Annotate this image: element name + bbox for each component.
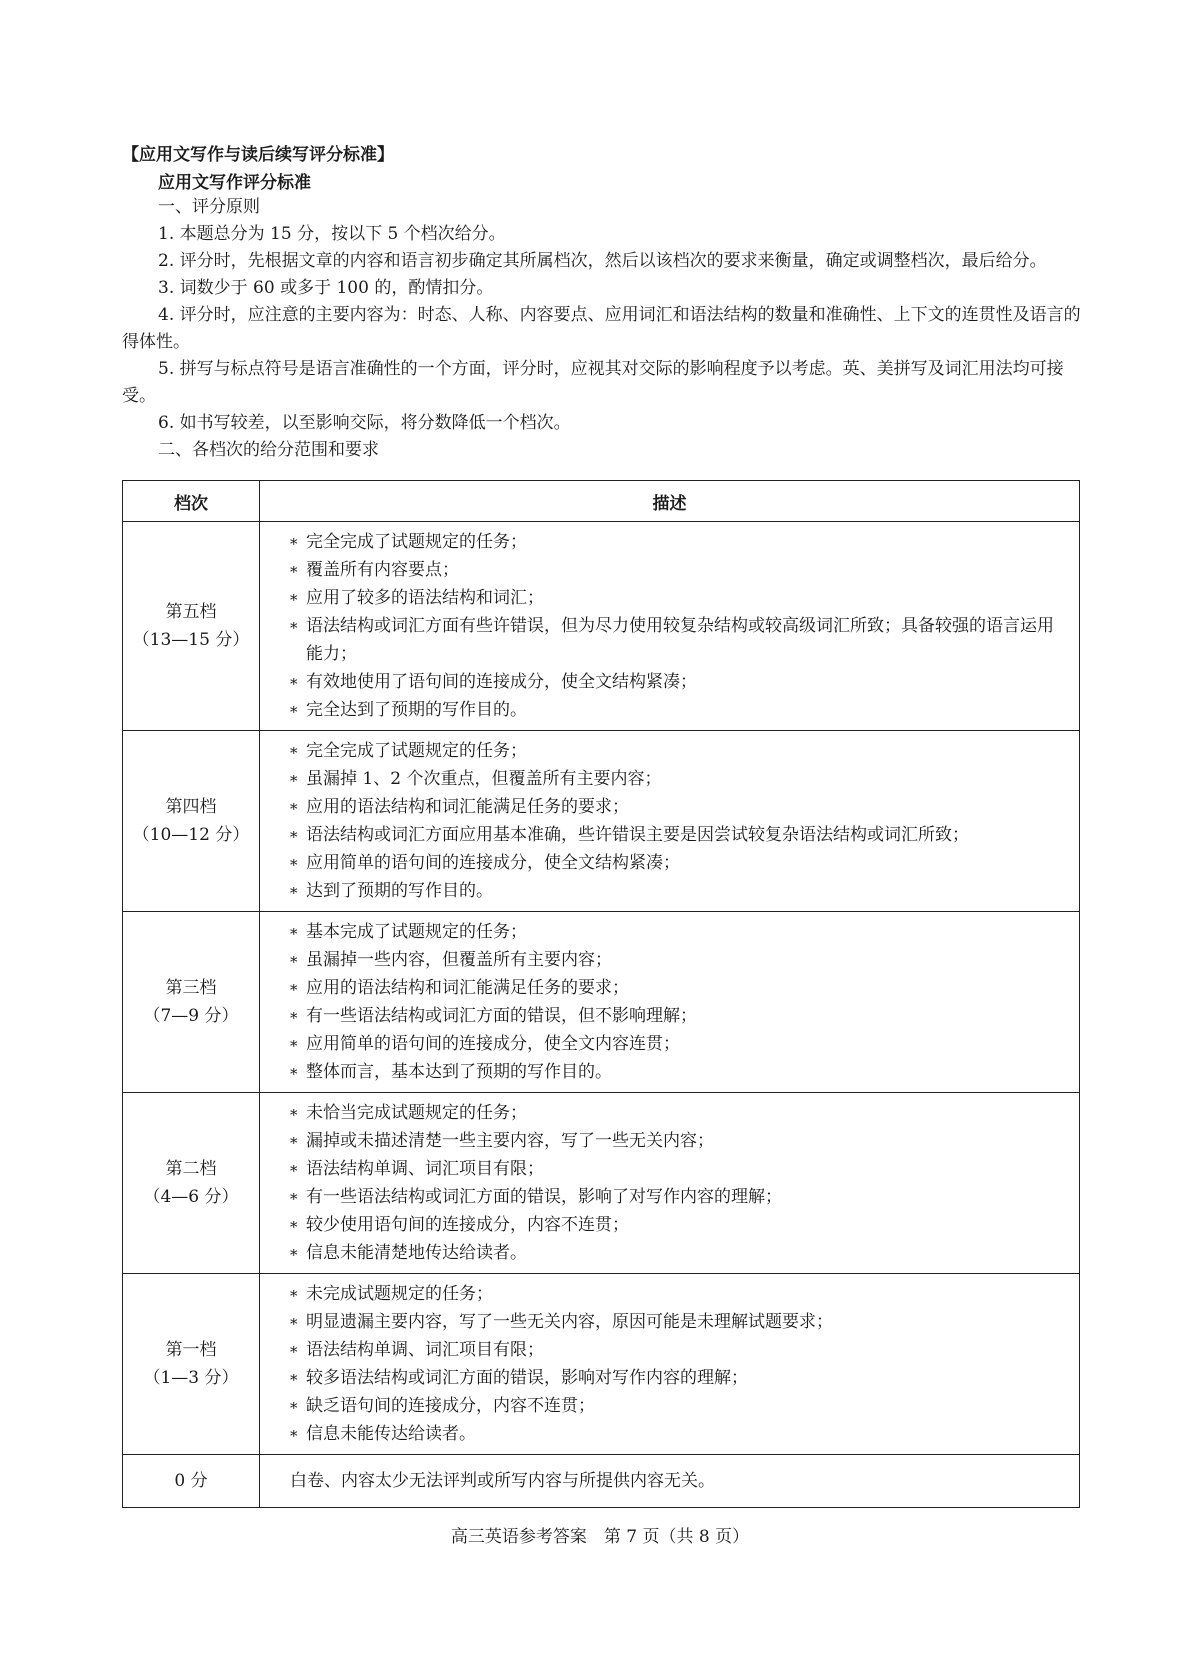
criterion-item: * 虽漏掉 1、2 个次重点，但覆盖所有主要内容； <box>290 765 1069 793</box>
criterion-item: * 虽漏掉一些内容，但覆盖所有主要内容； <box>290 946 1069 974</box>
criterion-item: * 较多语法结构或词汇方面的错误，影响对写作内容的理解； <box>290 1364 1069 1392</box>
table-row <box>123 1093 1080 1274</box>
table-row <box>123 522 1080 731</box>
criterion-item: * 完全达到了预期的写作目的。 <box>290 696 1069 724</box>
level-cell <box>123 1093 260 1274</box>
page-footer: 高三英语参考答案 第 7 页（共 8 页） <box>450 1527 750 1547</box>
criterion-item: * 完全完成了试题规定的任务； <box>290 737 1069 765</box>
criterion-item: * 语法结构单调、词汇项目有限； <box>290 1336 1069 1364</box>
criterion-item: * 未完成试题规定的任务； <box>290 1280 1069 1308</box>
principle-item: 4. 评分时，应注意的主要内容为：时态、人称、内容要点、应用词汇和语法结构的数量和准确性、上下文的连贯性及语言的得体性。 <box>122 305 1081 352</box>
level-cell <box>123 731 260 912</box>
criterion-item: * 达到了预期的写作目的。 <box>290 877 1069 905</box>
criterion-item: * 应用的语法结构和词汇能满足任务的要求； <box>290 793 1069 821</box>
level-name: 第五档 <box>165 602 217 622</box>
criterion-item: * 语法结构或词汇方面有些许错误，但为尽力使用较复杂结构或较高级词汇所致；具备较强的语言运用能力； <box>290 612 1069 668</box>
description-cell <box>260 1093 1080 1274</box>
criterion-item: * 覆盖所有内容要点； <box>290 556 1069 584</box>
level-cell <box>123 1274 260 1455</box>
level-cell <box>123 522 260 731</box>
criterion-item: * 语法结构单调、词汇项目有限； <box>290 1155 1069 1183</box>
criterion-item: * 基本完成了试题规定的任务； <box>290 918 1069 946</box>
criterion-item: * 缺乏语句间的连接成分，内容不连贯； <box>290 1392 1069 1420</box>
criterion-item: * 有一些语法结构或词汇方面的错误，但不影响理解； <box>290 1002 1069 1030</box>
level-range: （4—6 分） <box>143 1187 239 1207</box>
principles-section <box>122 194 1082 464</box>
principle-item: 3. 词数少于 60 或多于 100 的，酌情扣分。 <box>158 278 494 298</box>
table-row <box>123 1274 1080 1455</box>
grading-table <box>122 480 1080 1508</box>
criterion-item: * 语法结构或词汇方面应用基本准确，些许错误主要是因尝试较复杂语法结构或词汇所致； <box>290 821 1069 849</box>
table-row <box>123 731 1080 912</box>
level-name: 第三档 <box>165 978 217 998</box>
section-title: 【应用文写作与读后续写评分标准】 <box>122 145 394 165</box>
criterion-item: * 较少使用语句间的连接成分，内容不连贯； <box>290 1211 1069 1239</box>
criterion-item: * 明显遗漏主要内容，写了一些无关内容，原因可能是未理解试题要求； <box>290 1308 1069 1336</box>
description-cell <box>260 731 1080 912</box>
criterion-item: * 有一些语法结构或词汇方面的错误，影响了对写作内容的理解； <box>290 1183 1069 1211</box>
principles-heading: 一、评分原则 <box>158 197 260 217</box>
criterion-item: * 应用了较多的语法结构和词汇； <box>290 584 1069 612</box>
criterion-item: * 完全完成了试题规定的任务； <box>290 528 1069 556</box>
criterion-item: * 整体而言，基本达到了预期的写作目的。 <box>290 1058 1069 1086</box>
description-cell <box>260 522 1080 731</box>
header-level: 档次 <box>123 481 260 522</box>
principle-item: 6. 如书写较差，以至影响交际，将分数降低一个档次。 <box>158 413 571 433</box>
header-description: 描述 <box>260 481 1080 522</box>
criterion-item: * 应用的语法结构和词汇能满足任务的要求； <box>290 974 1069 1002</box>
criterion-item: * 应用简单的语句间的连接成分，使全文内容连贯； <box>290 1030 1069 1058</box>
principle-item: 5. 拼写与标点符号是语言准确性的一个方面，评分时，应视其对交际的影响程度予以考虑。英、美拼写及词汇用法均可接受。 <box>122 359 1064 406</box>
criterion-item: * 未恰当完成试题规定的任务； <box>290 1099 1069 1127</box>
description-cell <box>260 1274 1080 1455</box>
criterion-item: * 漏掉或未描述清楚一些主要内容，写了一些无关内容； <box>290 1127 1069 1155</box>
level-cell <box>123 912 260 1093</box>
table-row-zero <box>123 1455 1080 1508</box>
level-name: 第一档 <box>165 1340 217 1360</box>
principle-item: 2. 评分时，先根据文章的内容和语言初步确定其所属档次，然后以该档次的要求来衡量，确定或调整档次，最后给分。 <box>158 251 1047 271</box>
criterion-item: * 有效地使用了语句间的连接成分，使全文结构紧凑； <box>290 668 1069 696</box>
criterion-item: * 信息未能传达给读者。 <box>290 1420 1069 1448</box>
table-row <box>123 912 1080 1093</box>
level-range: （1—3 分） <box>143 1368 239 1388</box>
level-range: （13—15 分） <box>132 630 250 650</box>
description-cell: 白卷、内容太少无法评判或所写内容与所提供内容无关。 <box>260 1455 1080 1508</box>
principle-item: 1. 本题总分为 15 分，按以下 5 个档次给分。 <box>158 224 506 244</box>
table-header-row <box>123 481 1080 522</box>
levels-heading: 二、各档次的给分范围和要求 <box>158 440 379 460</box>
criterion-item: * 应用简单的语句间的连接成分，使全文结构紧凑； <box>290 849 1069 877</box>
level-name: 第四档 <box>165 797 217 817</box>
level-range: （10—12 分） <box>132 825 250 845</box>
level-name: 第二档 <box>165 1159 217 1179</box>
description-cell <box>260 912 1080 1093</box>
subtitle: 应用文写作评分标准 <box>158 173 311 193</box>
level-range: （7—9 分） <box>143 1006 239 1026</box>
criterion-item: * 信息未能清楚地传达给读者。 <box>290 1239 1069 1267</box>
level-cell: 0 分 <box>123 1455 260 1508</box>
